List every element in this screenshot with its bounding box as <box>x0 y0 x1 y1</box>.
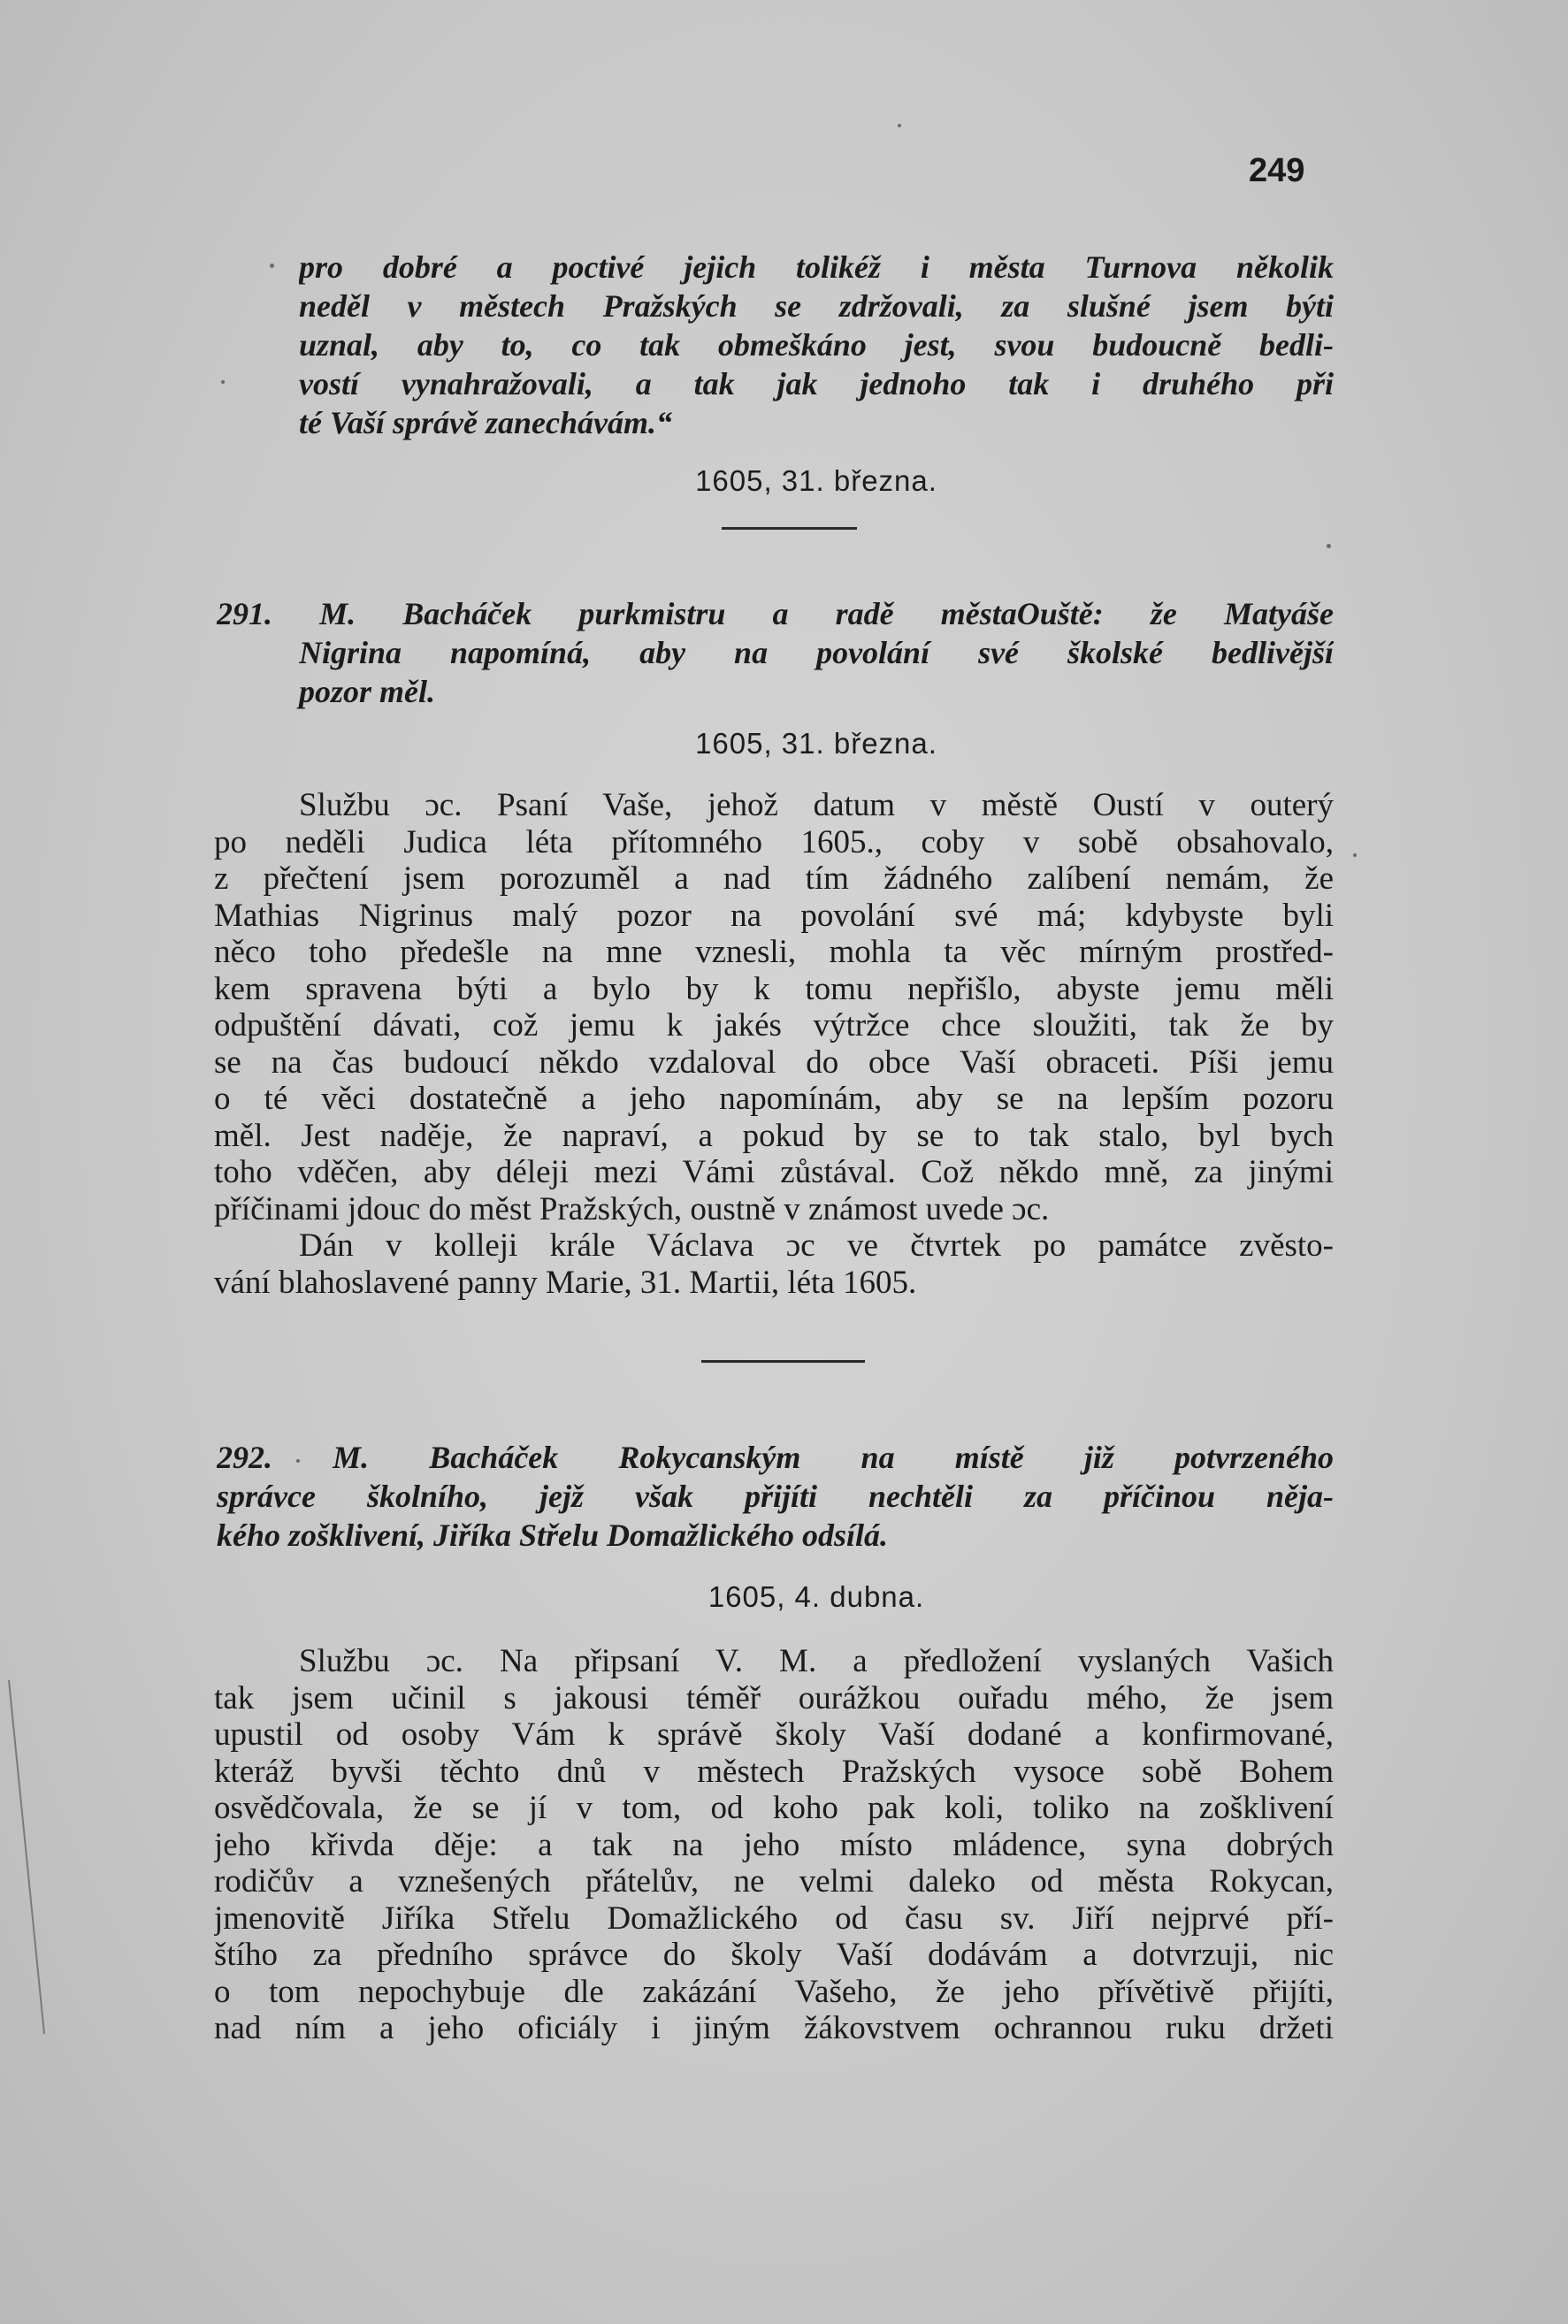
text-line: příčinami jdouc do měst Pražských, oustně v známost uvede ɔc. <box>214 1190 1050 1227</box>
entry-number: 292. <box>217 1440 272 1475</box>
scan-speck <box>221 380 225 384</box>
entry-292-body <box>214 1643 1334 2047</box>
text-line: upustil od osoby Vám k správě školy Vaší dodané a konfirmované, <box>214 1716 1334 1753</box>
date-block <box>299 727 1334 771</box>
text-line: jmenovitě Jiříka Střelu Domažlického od času sv. Jiří nejprvé pří- <box>214 1900 1334 1937</box>
date-line: 1605, 31. března. <box>695 464 937 497</box>
text-line: odpuštění dávati, což jemu k jakés výtržce chce sloužiti, tak že by <box>214 1007 1334 1044</box>
text-line: o tom nepochybuje dle zakázání Vašeho, že jeho přívětivě přijíti, <box>214 1973 1334 2010</box>
heading-line: Nigrina napomíná, aby na povolání své školské bedlivější <box>299 635 1334 670</box>
heading-line: pozor měl. <box>299 674 436 709</box>
text-line: se na čas budoucí někdo vzdaloval do obce Vaší obraceti. Píši jemu <box>214 1044 1334 1081</box>
text-line: měl. Jest naděje, že napraví, a pokud by se to tak stalo, byl bych <box>214 1117 1334 1154</box>
scan-speck <box>1327 544 1331 548</box>
text-line: štího za předního správce do školy Vaší dodávám a dotvrzuji, nic <box>214 1937 1334 1973</box>
entry-292-heading-cont <box>217 1477 1334 1555</box>
text-line: vání blahoslavené panny Marie, 31. Martii, léta 1605. <box>214 1264 917 1301</box>
text-line: Službu ɔc. Na připsaní V. M. a předložení vyslaných Vašich <box>299 1643 1334 1679</box>
page-number: 249 <box>1249 152 1305 189</box>
section-divider <box>701 1360 865 1363</box>
entry-292-heading <box>217 1438 1334 1477</box>
date-line: 1605, 4. dubna. <box>708 1580 925 1613</box>
page-fold-mark <box>0 1680 53 2034</box>
heading-line: kého zošklivení, Jiříka Střelu Domažlického odsílá. <box>217 1517 889 1553</box>
text-line: neděl v městech Pražských se zdržovali, za slušné jsem býti <box>299 288 1334 324</box>
text-line: kem spravena býti a bylo by k tomu nepřišlo, abyste jemu měli <box>214 970 1334 1007</box>
text-line: uznal, aby to, co tak obmeškáno jest, svou budoucně bedli- <box>299 327 1334 363</box>
text-line: z přečtení jsem porozuměl a nad tím žádného zalíbení nemám, že <box>214 860 1334 897</box>
text-line: nad ním a jeho oficiály i jiným žákovstvem ochrannou ruku držeti <box>214 2010 1334 2046</box>
text-line: Dán v kolleji krále Václava ɔc ve čtvrtek po památce zvěsto- <box>299 1227 1334 1264</box>
date-block <box>299 1580 1334 1625</box>
text-line: pro dobré a poctivé jejich tolikéž i města Turnova několik <box>299 249 1334 285</box>
date-line: 1605, 31. března. <box>695 727 937 760</box>
text-line: kteráž byvši těchto dnů v městech Pražských vysoce sobě Bohem <box>214 1753 1334 1790</box>
date-block <box>299 464 1334 508</box>
heading-line: správce školního, jejž však přijíti nechtěli za příčinou něja- <box>217 1479 1334 1514</box>
text-line: po neděli Judica léta přítomného 1605., coby v sobě obsahovalo, <box>214 823 1334 860</box>
entry-291-body <box>214 787 1334 1301</box>
heading-text: M. Bacháček Rokycanským na místě již potvrzeného <box>333 1440 1334 1475</box>
text-line: jeho křivda děje: a tak na jeho místo mládence, syna dobrých <box>214 1826 1334 1863</box>
entry-number: 291. <box>217 596 272 631</box>
section-divider <box>722 527 857 530</box>
text-line: osvědčovala, že se jí v tom, od koho pak koli, toliko na zošklivení <box>214 1790 1334 1826</box>
text-line: Mathias Nigrinus malý pozor na povolání své má; kdybyste byli <box>214 897 1334 934</box>
text-line: Službu ɔc. Psaní Vaše, jehož datum v městě Oustí v outerý <box>299 787 1334 823</box>
heading-line <box>217 594 1334 633</box>
entry-291-heading <box>217 594 1334 633</box>
text-line: rodičův a vznešených přátelův, ne velmi daleko od města Rokycan, <box>214 1863 1334 1900</box>
scan-speck <box>270 264 274 268</box>
text-line: tak jsem učinil s jakousi téměř ourážkou ouřadu mého, že jsem <box>214 1679 1334 1716</box>
heading-text: M. Bacháček purkmistru a radě městaOuště: že Matyáše <box>319 596 1334 631</box>
scan-speck <box>898 124 901 127</box>
text-line: vostí vynahražovali, a tak jak jednoho tak i druhého při <box>299 366 1334 401</box>
entry-291-heading-cont <box>299 633 1334 711</box>
continuation-paragraph <box>299 248 1334 442</box>
text-line: o té věci dostatečně a jeho napomínám, aby se na lepším pozoru <box>214 1081 1334 1117</box>
text-line: toho vděčen, aby déleji mezi Vámi zůstával. Což někdo mně, za jinými <box>214 1154 1334 1190</box>
scan-speck <box>1353 853 1357 857</box>
heading-line <box>217 1438 1334 1477</box>
text-line: té Vaší správě zanechávám.“ <box>299 405 672 440</box>
text-line: něco toho předešle na mne vznesli, mohla ta věc mírným prostřed- <box>214 934 1334 970</box>
